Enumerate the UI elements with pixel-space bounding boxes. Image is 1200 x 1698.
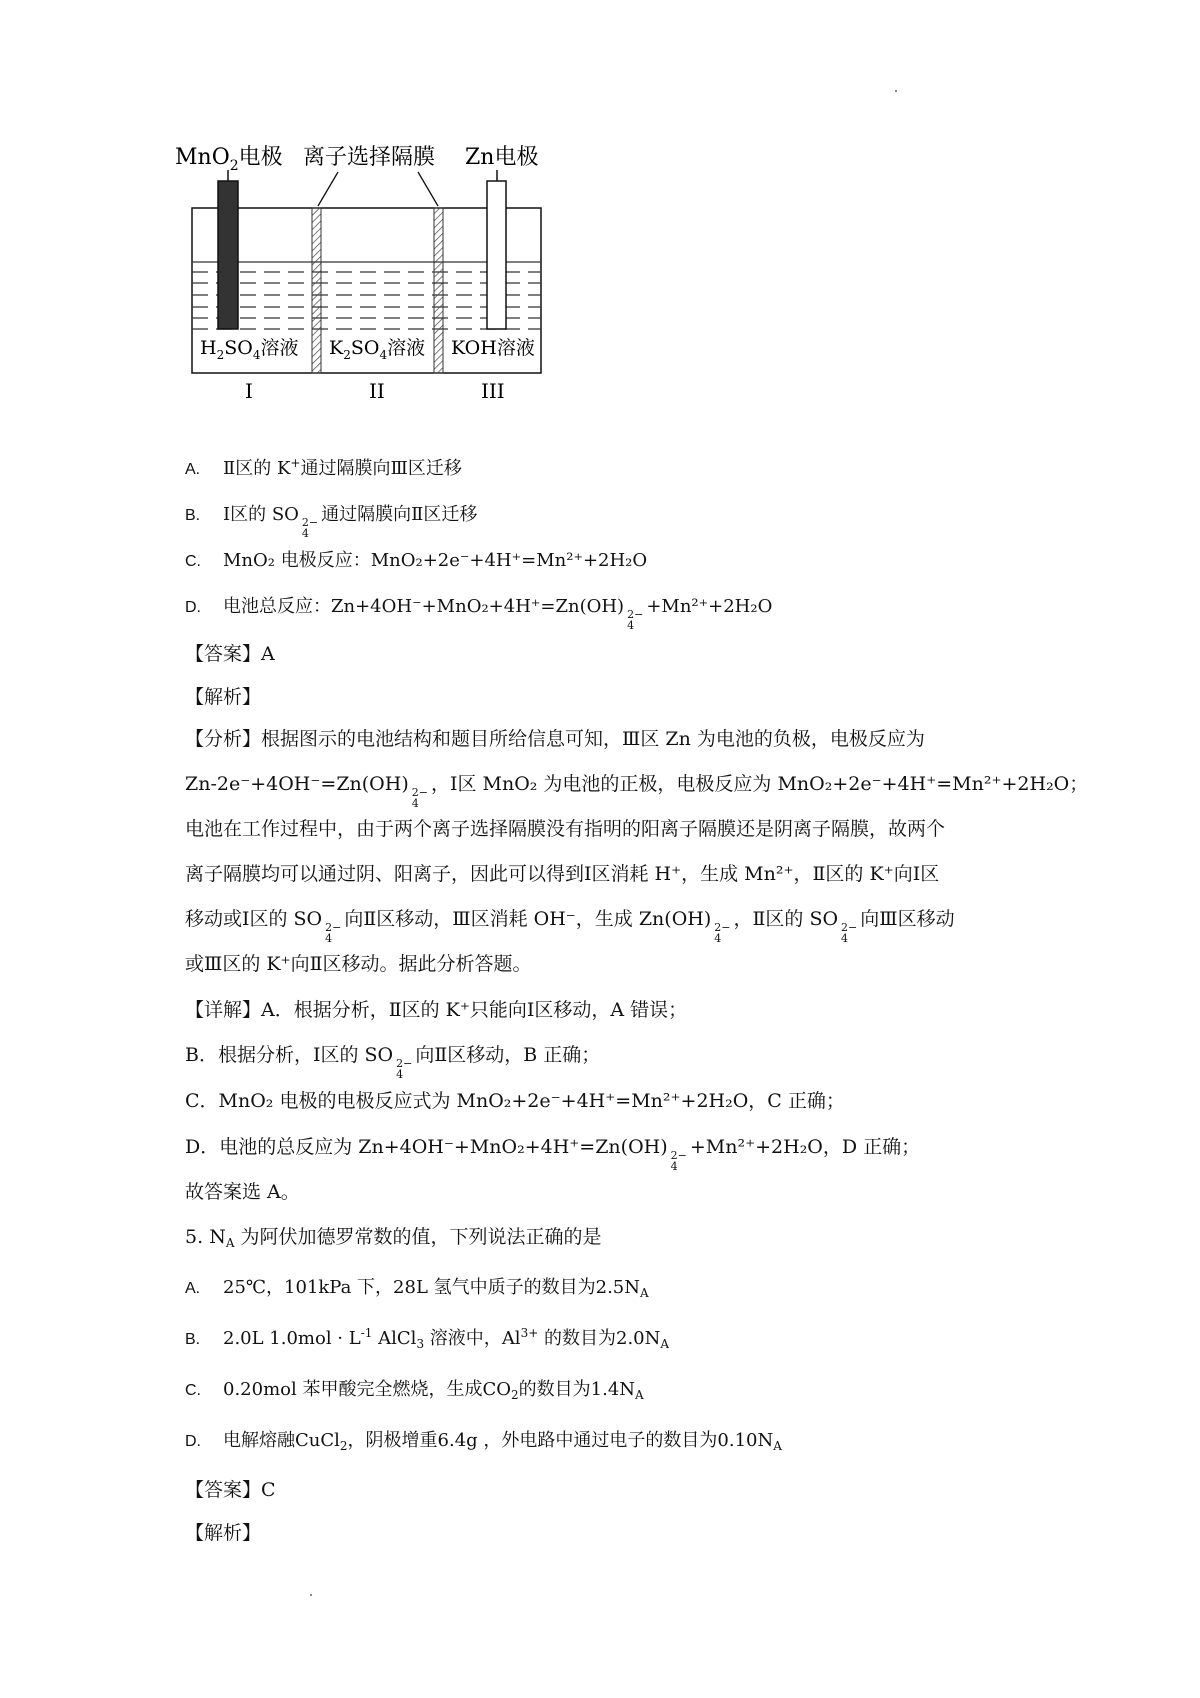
option-text: Al bbox=[501, 1328, 521, 1349]
option-text: 的数目为2.0N bbox=[538, 1328, 661, 1349]
subscript: A bbox=[773, 1439, 782, 1453]
option-text: 通过隔膜向Ⅲ区迁移 bbox=[300, 458, 462, 479]
option-label: B. bbox=[185, 1331, 201, 1348]
analysis-line-6: 或Ⅲ区的 K⁺向Ⅱ区移动。据此分析答题。 bbox=[185, 953, 532, 975]
q5-option-a bbox=[185, 1275, 649, 1302]
ion-charge: 2− 4 bbox=[627, 608, 644, 632]
q4-option-a bbox=[185, 456, 462, 483]
battery-diagram bbox=[175, 140, 615, 440]
analysis-line-1: 【分析】根据图示的电池结构和题目所给信息可知，Ⅲ区 Zn 为电池的负极，电极反应为 bbox=[185, 728, 925, 750]
q4-option-d bbox=[185, 594, 772, 631]
k2so4-solution-label: $K_2SO_4$溶液 bbox=[329, 337, 426, 362]
superscript: + bbox=[290, 456, 301, 470]
option-label: C. bbox=[185, 553, 201, 570]
ion-charge: 2− 4 bbox=[396, 1057, 413, 1081]
subscript: A bbox=[635, 1388, 644, 1402]
mno2-electrode-label: MnO$_2$电极 bbox=[175, 145, 283, 174]
membrane-label: 离子选择隔膜 bbox=[303, 145, 436, 170]
option-text: 溶液中， bbox=[424, 1328, 502, 1349]
detail-line-5: 故答案选 A。 bbox=[185, 1181, 300, 1203]
detail-line-1: 【详解】A．根据分析，Ⅱ区的 K⁺只能向Ⅰ区移动，A 错误； bbox=[185, 999, 688, 1021]
text: D．电池的总反应为 Zn+4OH⁻+MnO₂+4H⁺=Zn(OH) bbox=[185, 1136, 668, 1158]
analysis-line-2 bbox=[185, 771, 1088, 809]
detail-line-2 bbox=[185, 1042, 600, 1080]
text: 向Ⅲ区移动 bbox=[860, 908, 955, 930]
text: 向Ⅱ区移动，B 正确； bbox=[415, 1044, 601, 1066]
region-3-label: III bbox=[481, 379, 505, 403]
q4-option-b bbox=[185, 502, 477, 539]
text: ，Ⅱ区的 SO bbox=[733, 908, 839, 930]
ion-charge: 2− 4 bbox=[714, 921, 731, 945]
option-text: 电解熔融CuCl bbox=[223, 1430, 340, 1451]
option-text: +Mn²⁺+2H₂O bbox=[646, 596, 773, 617]
option-label: A. bbox=[185, 461, 201, 478]
subscript: A bbox=[225, 1236, 235, 1250]
text: B．根据分析，Ⅰ区的 SO bbox=[185, 1044, 394, 1066]
zn-electrode-label: Zn电极 bbox=[465, 145, 539, 170]
subscript: 2 bbox=[339, 1439, 348, 1453]
option-text: 2.0L 1.0mol · L bbox=[223, 1328, 361, 1349]
option-label: C. bbox=[185, 1382, 201, 1399]
zn-electrode bbox=[487, 181, 506, 329]
ion-charge: 2− 4 bbox=[325, 921, 342, 945]
region-1-label: I bbox=[245, 379, 253, 403]
q5-option-b bbox=[185, 1326, 669, 1353]
ion-charge: 2− 4 bbox=[841, 921, 858, 945]
q5-analysis-heading: 【解析】 bbox=[185, 1522, 262, 1544]
option-label: D. bbox=[185, 599, 201, 616]
ion-charge: 2− 4 bbox=[670, 1149, 687, 1173]
text: N bbox=[209, 1226, 226, 1248]
koh-solution-label: KOH溶液 bbox=[451, 337, 535, 359]
text: Zn-2e⁻+4OH⁻=Zn(OH) bbox=[185, 773, 409, 795]
superscript: 3+ bbox=[520, 1326, 539, 1340]
subscript: A bbox=[660, 1337, 670, 1351]
q4-answer: 【答案】A bbox=[185, 643, 275, 665]
analysis-line-4: 离子隔膜均可以通过阴、阳离子，因此可以得到Ⅰ区消耗 H⁺，生成 Mn²⁺，Ⅱ区的 K⁺向Ⅰ区 bbox=[185, 863, 940, 885]
option-text: 的数目为1.4N bbox=[518, 1379, 636, 1400]
text: ，Ⅰ区 MnO₂ 为电池的正极，电极反应为 MnO₂+2e⁻+4H⁺=Mn²⁺+2H₂O； bbox=[430, 773, 1089, 795]
option-text: 电池总反应：Zn+4OH⁻+MnO₂+4H⁺=Zn(OH) bbox=[223, 596, 625, 617]
region-2-label: II bbox=[369, 379, 385, 403]
option-text: 通过隔膜向Ⅱ区迁移 bbox=[321, 504, 478, 525]
analysis-line-3: 电池在工作过程中，由于两个离子选择隔膜没有指明的阳离子隔膜还是阴离子隔膜，故两个 bbox=[185, 818, 946, 840]
h2so4-solution-label: $H_2SO_4$溶液 bbox=[200, 337, 299, 362]
detail-line-3: C．MnO₂ 电极的电极反应式为 MnO₂+2e⁻+4H⁺=Mn²⁺+2H₂O，C 正确； bbox=[185, 1090, 845, 1112]
text: 向Ⅱ区移动，Ⅲ区消耗 OH⁻，生成 Zn(OH) bbox=[344, 908, 712, 930]
option-text: Ⅰ区的 SO bbox=[223, 504, 299, 525]
text: 为阿伏加德罗常数的值，下列说法正确的是 bbox=[240, 1226, 602, 1248]
q5-stem bbox=[185, 1224, 602, 1250]
mno2-electrode bbox=[218, 181, 238, 329]
option-text: 25℃，101kPa 下，28L 氢气中质子的数目为2.5N bbox=[223, 1277, 641, 1298]
superscript: -1 bbox=[360, 1326, 373, 1340]
text: 移动或Ⅰ区的 SO bbox=[185, 908, 323, 930]
q5-option-d bbox=[185, 1428, 782, 1455]
membrane-left bbox=[312, 208, 321, 373]
scan-dot bbox=[895, 90, 897, 92]
analysis-line-5 bbox=[185, 906, 955, 944]
option-text: 0.20mol 苯甲酸完全燃烧，生成CO bbox=[223, 1379, 511, 1400]
membrane-right bbox=[434, 208, 443, 373]
option-text: ，阴极增重6.4g ，外电路中通过电子的数目为0.10N bbox=[347, 1430, 774, 1451]
question-number: 5. bbox=[185, 1226, 204, 1248]
subscript: A bbox=[640, 1286, 649, 1300]
option-label: D. bbox=[185, 1433, 201, 1450]
option-text: AlCl bbox=[372, 1328, 417, 1349]
option-text: MnO₂ 电极反应：MnO₂+2e⁻+4H⁺=Mn²⁺+2H₂O bbox=[223, 550, 648, 571]
ion-charge: 2− 4 bbox=[411, 786, 428, 810]
q4-option-c bbox=[185, 548, 647, 575]
q5-option-c bbox=[185, 1377, 644, 1404]
subscript: 3 bbox=[416, 1337, 425, 1351]
scan-dot bbox=[310, 1594, 312, 1596]
q4-analysis-heading: 【解析】 bbox=[185, 686, 262, 708]
subscript: 2 bbox=[511, 1388, 519, 1402]
text: +Mn²⁺+2H₂O，D 正确； bbox=[689, 1136, 921, 1158]
q5-answer: 【答案】C bbox=[185, 1479, 276, 1501]
detail-line-4 bbox=[185, 1134, 920, 1172]
option-label: A. bbox=[185, 1280, 201, 1297]
option-text: Ⅱ区的 K bbox=[223, 458, 291, 479]
ion-charge: 2− 4 bbox=[301, 516, 319, 540]
option-label: B. bbox=[185, 507, 201, 524]
